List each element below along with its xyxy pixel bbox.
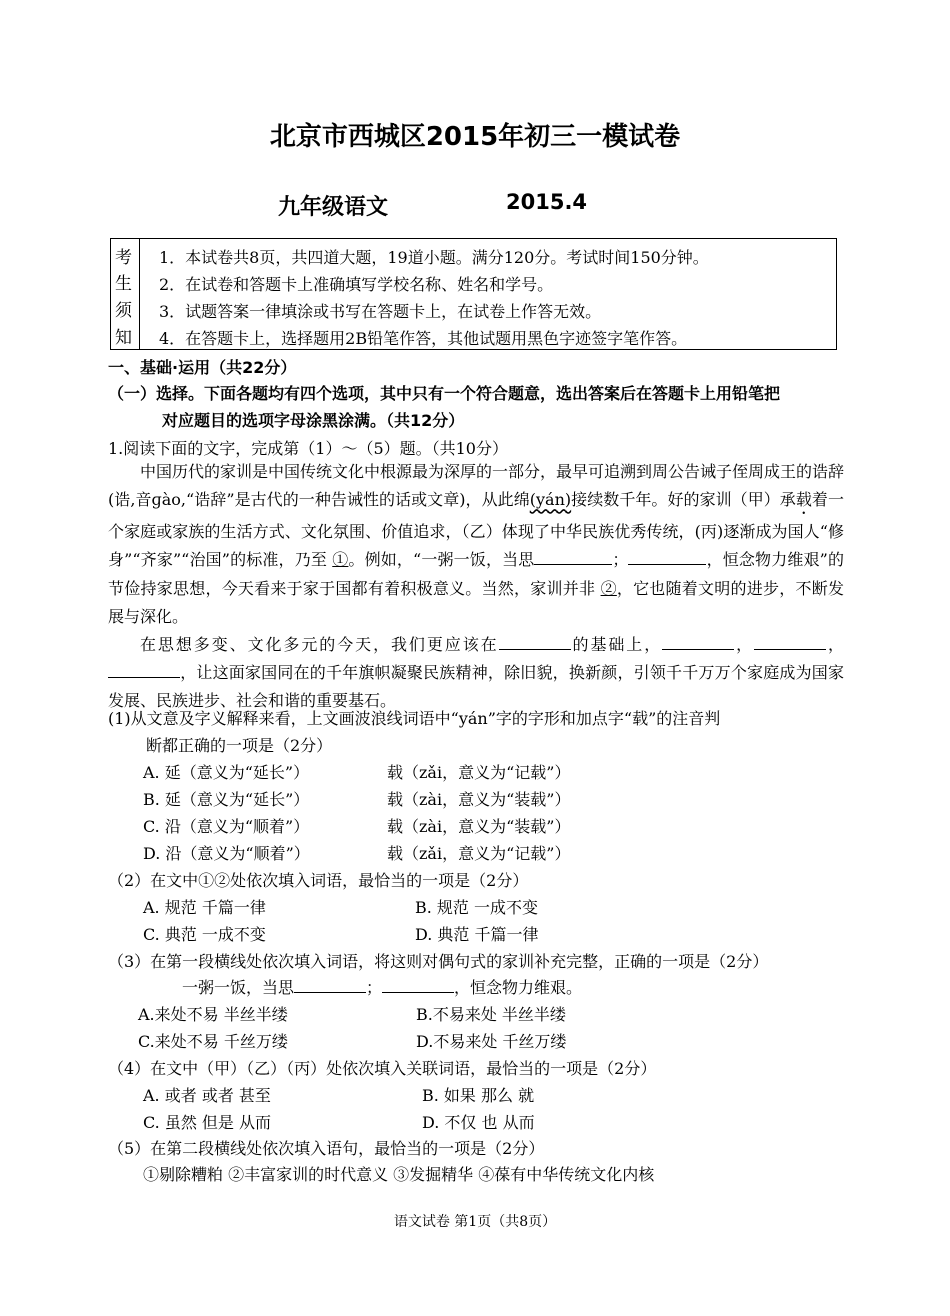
notice-side-label [111,239,140,349]
option-b: B. 规范 一成不变 [415,898,539,917]
exam-date: 2015.4 [506,190,588,214]
option-a-detail: 载（zǎi，意义为“记载”） [387,763,571,782]
subject-label: 九年级语文 [278,195,389,220]
option-a: A. 或者 或者 甚至 [143,1086,271,1105]
passage-text: 在思想多变、文化多元的今天，我们更应该在 [140,635,499,655]
passage-text: ，恒念物力维艰”的节俭持家思想，今天看来于家于国都有着积极意义。当然，家训并非 [108,550,844,598]
notice-side-char: 考 [115,248,132,268]
question-1-intro: 1.阅读下面的文字，完成第（1）～（5）题。（共10分） [108,439,508,458]
option-c: C. 虽然 但是 从而 [143,1113,272,1132]
passage-text: 的基础上， [570,635,663,655]
fill-blank [294,976,366,993]
option-b: B. 延（意义为“延长”） [143,790,310,809]
dotted-character: 载 [795,490,812,510]
fill-blank [499,633,571,650]
fill-blank [108,661,180,678]
option-d: D. 沿（意义为“顺着”） [143,844,310,863]
option-d-detail: 载（zǎi，意义为“记载”） [387,844,571,863]
passage-text: ， [826,635,844,655]
passage-text: ； [612,550,629,570]
passage-text: 。例如，“一粥一饭，当思 [348,550,535,570]
page-title: 北京市西城区2015年初三一模试卷 [269,122,681,152]
option-d: D.不易来处 千丝万缕 [416,1032,567,1051]
blank-2: ② [600,578,617,598]
passage-text: ，它也随着文明的进步，不断发展与深化。 [108,578,844,626]
page-footer: 语文试卷 第1页（共8页） [393,1214,557,1230]
question-1-5-stem: （5）在第二段横线处依次填入语句，最恰当的一项是（2分） [108,1139,545,1158]
fill-blank [662,633,734,650]
fill-blank [534,548,612,565]
blank-1: ① [332,550,349,570]
option-a: A. 规范 千篇一律 [143,898,266,917]
notice-item: 2．在试卷和答题卡上准确填写学校名称、姓名和学号。 [159,275,554,294]
option-c: C. 典范 一成不变 [143,925,266,944]
passage-text: ， [734,635,755,655]
option-c: C.来处不易 千丝万缕 [138,1032,288,1051]
fill-blank [382,976,454,993]
part-instructions-cont: 对应题目的选项字母涂黑涂满。（共12分） [162,411,465,430]
passage-text: 中国历代的家训是中国传统文化中根源最为深厚的一部分，最早可追溯到周公告诫子侄周成王的诰辞(诰,音ɡào,“诰辞”是古代的一种告诫性的话或文章)，从此绵 [108,462,845,510]
couplet-quote [182,975,582,998]
notice-side-char: 生 [115,274,132,294]
section-heading: 一、基础·运用（共22分） [108,358,297,377]
option-a: A.来处不易 半丝半缕 [138,1005,288,1024]
notice-item: 3．试题答案一律填涂或书写在答题卡上，在试卷上作答无效。 [159,302,602,321]
option-d: D. 典范 千篇一律 [415,925,539,944]
notice-item: 1．本试卷共8页，共四道大题，19道小题。满分120分。考试时间150分钟。 [159,248,709,267]
passage-text: 着一个家庭或家族的生活方式、文化氛围、价值追求，（乙）体现了中华民族优秀传统，(丙)逐渐成为国人“修身”“齐家”“治国”的标准，乃至 [108,490,844,570]
notice-side-char: 知 [115,328,132,348]
option-b: B.不易来处 半丝半缕 [416,1005,566,1024]
notice-side-char: 须 [115,301,132,321]
part-instructions: （一）选择。下面各题均有四个选项，其中只有一个符合题意，选出答案后在答题卡上用铅笔把 [108,384,781,403]
passage-paragraph-1 [108,458,844,631]
question-1-2-stem: （2）在文中①②处依次填入词语，最恰当的一项是（2分） [108,871,529,890]
wavy-underlined-word: (yán) [529,490,572,510]
passage-paragraph-2 [108,631,844,716]
question-1-4-stem: （4）在文中（甲）（乙）（丙）处依次填入关联词语，最恰当的一项是（2分） [108,1059,657,1078]
exam-notice-box [110,238,837,350]
option-b-detail: 载（zài，意义为“装载”） [387,790,571,809]
notice-item: 4．在答题卡上，选择题用2B铅笔作答，其他试题用黑色字迹签字笔作答。 [159,329,688,348]
quote-text: 一粥一饭，当思 [182,978,295,997]
quote-text: ； [366,978,383,997]
option-c-detail: 载（zài，意义为“装载”） [387,817,571,836]
question-1-1-stem: (1)从文意及字义解释来看，上文画波浪线词语中“yán”字的字形和加点字“载”的注音判 [108,709,721,728]
question-1-1-stem-cont: 断都正确的一项是（2分） [146,736,333,755]
quote-text: ，恒念物力维艰。 [454,978,583,997]
passage-text: ，让这面家国同在的千年旗帜凝聚民族精神，除旧貌，换新颜，引领千千万万个家庭成为国家发展、民族进步、社会和谐的重要基石。 [108,663,844,711]
question-1-3-stem: （3）在第一段横线处依次填入词语，将这则对偶句式的家训补充完整，正确的一项是（2分） [108,952,769,971]
option-c: C. 沿（意义为“顺着”） [143,817,310,836]
fill-blank [754,633,826,650]
question-1-5-choices: ①剔除糟粕 ②丰富家训的时代意义 ③发掘精华 ④葆有中华传统文化内核 [143,1165,655,1184]
option-d: D. 不仅 也 从而 [422,1113,535,1132]
option-a: A. 延（意义为“延长”） [143,763,310,782]
reading-passage [108,458,844,716]
fill-blank [628,548,706,565]
option-b: B. 如果 那么 就 [422,1086,535,1105]
passage-text: 接续数千年。好的家训（甲）承 [571,490,796,510]
